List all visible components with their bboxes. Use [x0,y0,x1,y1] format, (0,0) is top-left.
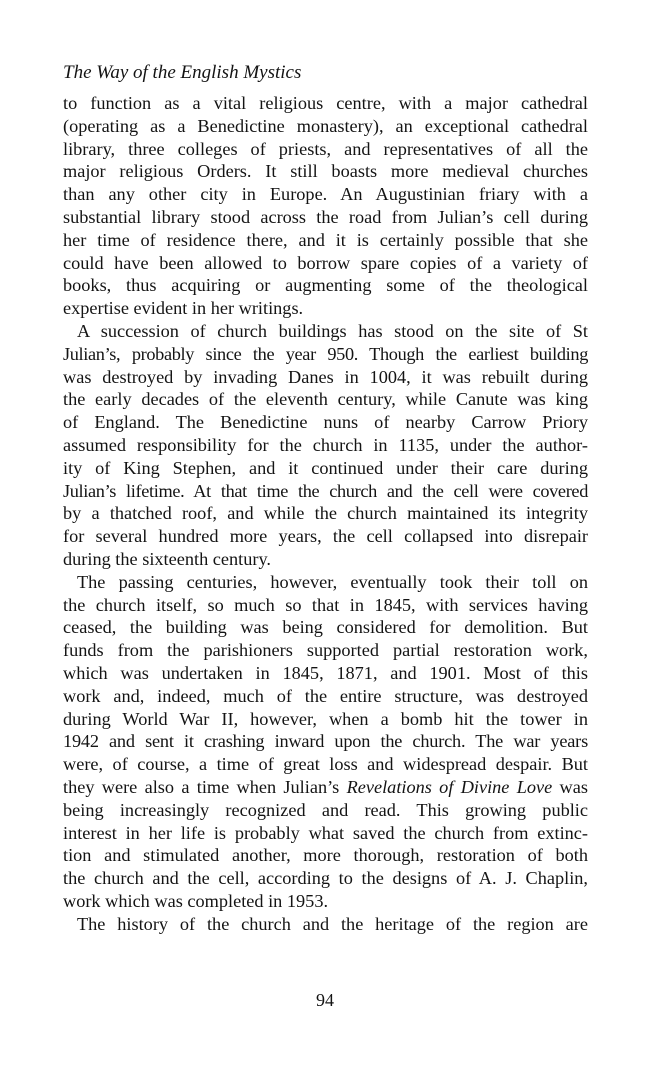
page-number: 94 [316,990,334,1010]
text-line: (operating as a Benedictine monastery), an exceptional cathedral [63,115,588,136]
text-line: major religious Orders. It still boasts more medieval churches [63,161,588,182]
text-line: during World War II, however, when a bomb hit the tower in [63,708,588,729]
text-line: than any other city in Europe. An Augustinian friary with a [63,184,588,205]
text-line: for several hundred more years, the cell collapsed into disrepair [63,526,588,547]
text-line: of England. The Benedictine nuns of nearby Carrow Priory [63,412,588,433]
text-line: tion and stimulated another, more thorough, restoration of both [63,845,588,866]
text-line: funds from the parishioners supported partial restoration work, [63,640,588,661]
text-line: interest in her life is probably what saved the church from extinc- [63,822,588,843]
text-line: the church and the cell, according to the designs of A. J. Chaplin, [63,868,588,889]
text-line: library, three colleges of priests, and representatives of all the [63,138,588,159]
paragraph-first-line: A succession of church buildings has stood on the site of St [77,320,588,341]
text-line: the church itself, so much so that in 1845, with services having [63,594,588,615]
book-title: Revelations of Divine Love [346,776,553,797]
body-text [63,92,588,935]
text-segment: they were also a time when Julian’s [63,776,340,797]
text-line: Julian’s, probably since the year 950. Though the earliest building [63,343,588,364]
text-line: substantial library stood across the road from Julian’s cell during [63,206,588,227]
text-line [63,776,588,799]
text-line: which was undertaken in 1845, 1871, and 1901. Most of this [63,662,588,683]
text-line: her time of residence there, and it is certainly possible that she [63,229,588,250]
text-line: was destroyed by invading Danes in 1004, it was rebuilt during [63,366,588,387]
paragraph-first-line: The history of the church and the heritage of the region are [77,913,588,934]
text-line: during the sixteenth century. [63,548,271,569]
text-line: work and, indeed, much of the entire structure, was destroyed [63,685,588,706]
text-line: being increasingly recognized and read. This growing public [63,799,588,820]
text-line: 1942 and sent it crashing inward upon the church. The war years [63,731,588,752]
text-line: could have been allowed to borrow spare copies of a variety of [63,252,588,273]
running-head: The Way of the English Mystics [63,62,302,83]
text-line: to function as a vital religious centre, with a major cathedral [63,93,588,113]
text-line: were, of course, a time of great loss and widespread despair. But [63,754,588,775]
paragraph-first-line: The passing centuries, however, eventually took their toll on [77,571,588,592]
text-line: Julian’s lifetime. At that time the church and the cell were covered [63,480,588,501]
text-segment: was [559,776,588,797]
text-line: the early decades of the eleventh century, while Canute was king [63,389,588,410]
text-line: assumed responsibility for the church in 1135, under the author- [63,434,588,455]
text-line: by a thatched roof, and while the church maintained its integrity [63,503,588,524]
text-line: ceased, the building was being considered for demolition. But [63,617,588,638]
text-line: ity of King Stephen, and it continued under their care during [63,457,588,478]
text-line: work which was completed in 1953. [63,890,329,911]
text-line: books, thus acquiring or augmenting some of the theological [63,275,588,296]
text-line: expertise evident in her writings. [63,298,304,319]
